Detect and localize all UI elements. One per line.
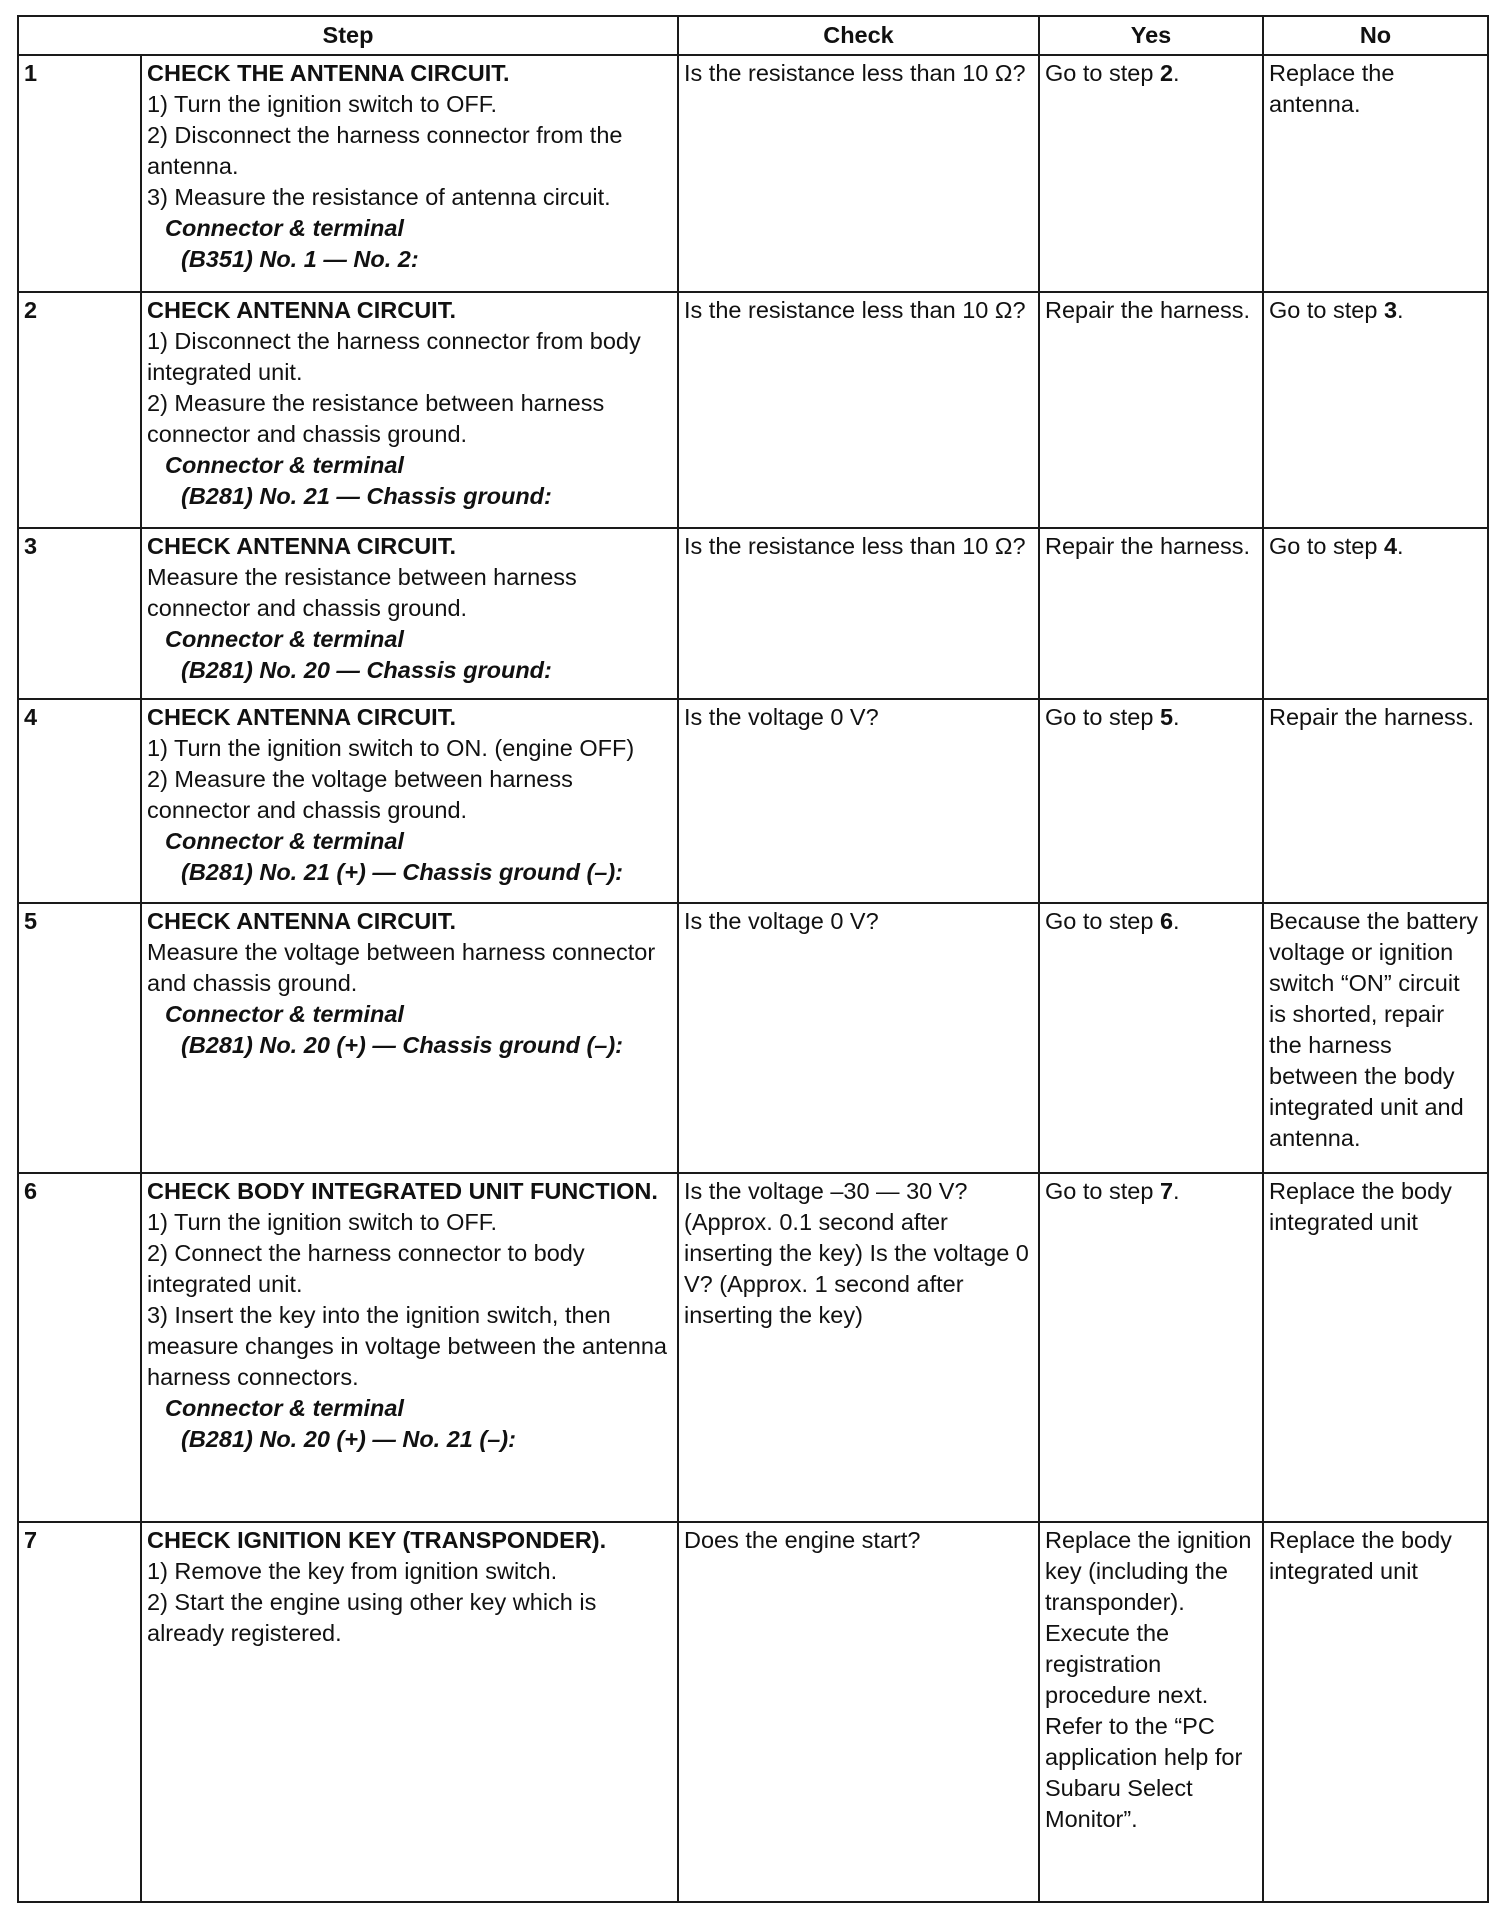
step-title: CHECK ANTENNA CIRCUIT. [147, 533, 456, 560]
no-text: Go to step [1269, 296, 1384, 323]
step-number: 3 [18, 528, 141, 699]
check-question: Does the engine start? [678, 1522, 1039, 1902]
terminal-value: (B281) No. 21 (+) — Chassis ground (–): [181, 859, 624, 886]
connector-label: Connector & terminal [165, 1394, 404, 1421]
no-text-suffix: . [1397, 533, 1404, 560]
yes-result [1039, 699, 1263, 903]
step-content [141, 292, 678, 529]
step-title: CHECK BODY INTEGRATED UNIT FUNCTION. [147, 1177, 658, 1204]
step-instruction: Measure the resistance between harness connector and chassis ground. [147, 564, 577, 622]
terminal-value: (B281) No. 20 (+) — Chassis ground (–): [181, 1032, 624, 1059]
no-result [1263, 1173, 1488, 1522]
diagnostic-step-table [17, 15, 1489, 1903]
step-title: CHECK IGNITION KEY (TRANSPONDER). [147, 1526, 607, 1553]
check-question: Is the resistance less than 10 Ω? [678, 292, 1039, 529]
step-content [141, 55, 678, 292]
yes-step-number: 7 [1159, 1177, 1174, 1204]
no-result [1263, 528, 1488, 699]
yes-text: Repair the harness. [1045, 533, 1251, 560]
connector-label: Connector & terminal [165, 1001, 404, 1028]
yes-text: Go to step [1045, 908, 1160, 935]
header-check: Check [678, 16, 1039, 55]
step-number: 1 [18, 55, 141, 292]
terminal-value: (B281) No. 21 — Chassis ground: [181, 482, 552, 509]
table-row [18, 292, 1488, 529]
yes-text-suffix: . [1173, 1177, 1180, 1204]
yes-step-number: 6 [1159, 908, 1174, 935]
yes-step-number: 5 [1159, 704, 1174, 731]
connector-label: Connector & terminal [165, 451, 404, 478]
step-number: 4 [18, 699, 141, 903]
yes-result [1039, 292, 1263, 529]
no-result [1263, 903, 1488, 1173]
yes-text: Go to step [1045, 60, 1160, 86]
step-number: 5 [18, 903, 141, 1173]
yes-step-number: 2 [1159, 60, 1174, 86]
check-question: Is the voltage –30 — 30 V? (Approx. 0.1 second after inserting the key) Is the voltage 0 V? (Approx. 1 second after inserting the key) [678, 1173, 1039, 1522]
yes-text: Repair the harness. [1045, 296, 1251, 323]
check-question: Is the voltage 0 V? [678, 903, 1039, 1173]
yes-result [1039, 528, 1263, 699]
table-row [18, 1173, 1488, 1522]
terminal-value: (B281) No. 20 — Chassis ground: [181, 657, 552, 684]
connector-label: Connector & terminal [165, 828, 404, 855]
step-content [141, 699, 678, 903]
table-row [18, 55, 1488, 292]
step-instruction: 3) Measure the resistance of antenna circuit. [147, 184, 611, 210]
yes-result [1039, 55, 1263, 292]
table-row [18, 528, 1488, 699]
yes-text-suffix: . [1173, 60, 1180, 86]
check-question: Is the resistance less than 10 Ω? [678, 528, 1039, 699]
step-instruction: Measure the voltage between harness connector and chassis ground. [147, 939, 656, 997]
yes-text: Go to step [1045, 704, 1160, 731]
no-result [1263, 699, 1488, 903]
step-number: 2 [18, 292, 141, 529]
step-instruction: 1) Turn the ignition switch to OFF. [147, 91, 498, 117]
yes-result [1039, 903, 1263, 1173]
step-number: 7 [18, 1522, 141, 1902]
no-result [1263, 1522, 1488, 1902]
no-step-number: 4 [1383, 533, 1398, 560]
header-no: No [1263, 16, 1488, 55]
yes-text-suffix: . [1173, 908, 1180, 935]
no-text: Replace the antenna. [1269, 60, 1395, 117]
no-text: Replace the body integrated unit [1269, 1177, 1452, 1235]
no-result [1263, 292, 1488, 529]
step-number: 6 [18, 1173, 141, 1522]
no-text: Repair the harness. [1269, 704, 1475, 731]
step-title: CHECK ANTENNA CIRCUIT. [147, 908, 456, 935]
step-title: CHECK THE ANTENNA CIRCUIT. [147, 60, 510, 86]
step-title: CHECK ANTENNA CIRCUIT. [147, 704, 456, 731]
table-row [18, 903, 1488, 1173]
no-result [1263, 55, 1488, 292]
table-header-row [18, 16, 1488, 55]
header-step: Step [18, 16, 678, 55]
check-question: Is the voltage 0 V? [678, 699, 1039, 903]
step-instruction: 1) Disconnect the harness connector from body integrated unit. [147, 327, 641, 385]
step-instruction: 2) Connect the harness connector to body integrated unit. [147, 1239, 585, 1297]
yes-text-suffix: . [1173, 704, 1180, 731]
terminal-value: (B351) No. 1 — No. 2: [181, 246, 419, 272]
step-content [141, 1173, 678, 1522]
step-instruction: 3) Insert the key into the ignition switch, then measure changes in voltage between the antenna harness connectors. [147, 1301, 667, 1390]
step-instruction: 2) Measure the voltage between harness connector and chassis ground. [147, 766, 573, 824]
step-content [141, 1522, 678, 1902]
header-yes: Yes [1039, 16, 1263, 55]
no-step-number: 3 [1383, 296, 1398, 323]
step-instruction: 1) Turn the ignition switch to ON. (engine OFF) [147, 735, 635, 762]
connector-label: Connector & terminal [165, 626, 404, 653]
table-row [18, 699, 1488, 903]
connector-label: Connector & terminal [165, 215, 404, 241]
check-question: Is the resistance less than 10 Ω? [678, 55, 1039, 292]
terminal-value: (B281) No. 20 (+) — No. 21 (–): [181, 1425, 516, 1452]
step-title: CHECK ANTENNA CIRCUIT. [147, 296, 456, 323]
no-text: Go to step [1269, 533, 1384, 560]
step-instruction: 1) Remove the key from ignition switch. [147, 1557, 558, 1584]
step-content [141, 903, 678, 1173]
no-text-suffix: . [1397, 296, 1404, 323]
yes-result [1039, 1173, 1263, 1522]
yes-text: Go to step [1045, 1177, 1160, 1204]
step-instruction: 2) Measure the resistance between harness connector and chassis ground. [147, 389, 605, 447]
yes-result [1039, 1522, 1263, 1902]
step-content [141, 528, 678, 699]
step-instruction: 2) Start the engine using other key which is already registered. [147, 1588, 597, 1646]
step-instruction: 2) Disconnect the harness connector from the antenna. [147, 122, 623, 179]
table-row [18, 1522, 1488, 1902]
no-text: Because the battery voltage or ignition switch “ON” circuit is shorted, repair the harness between the body integrated unit and antenna. [1269, 908, 1479, 1152]
no-text: Replace the body integrated unit [1269, 1526, 1452, 1584]
yes-text: Replace the ignition key (including the transponder). Execute the registration procedure next. Refer to the “PC application help for Subaru Select Monitor”. [1045, 1526, 1252, 1832]
step-instruction: 1) Turn the ignition switch to OFF. [147, 1208, 498, 1235]
